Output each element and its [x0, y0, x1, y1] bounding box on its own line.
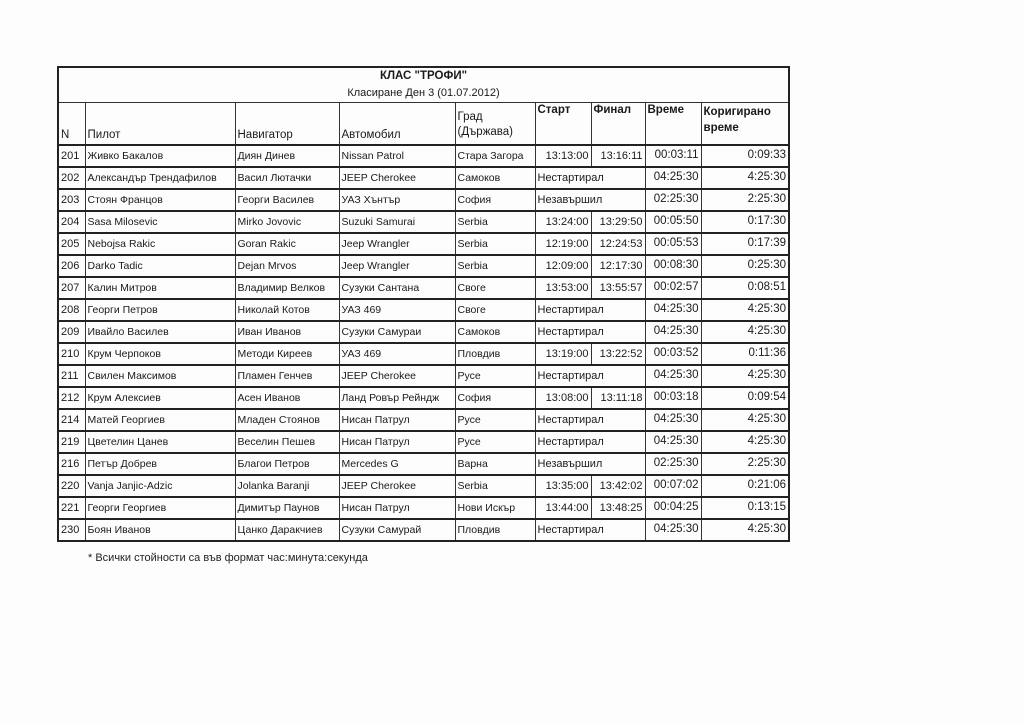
cell-pilot: Vanja Janjic-Adzic — [85, 475, 235, 497]
cell-city: Своге — [455, 277, 535, 299]
cell-finish: 13:48:25 — [591, 497, 645, 519]
header-car: Автомобил — [339, 103, 455, 146]
cell-finish: 13:42:02 — [591, 475, 645, 497]
cell-number: 209 — [58, 321, 85, 343]
cell-city: Самоков — [455, 167, 535, 189]
cell-pilot: Георги Петров — [85, 299, 235, 321]
cell-status: Незавършил — [535, 189, 645, 211]
cell-navigator: Асен Иванов — [235, 387, 339, 409]
results-body — [58, 145, 789, 541]
cell-navigator: Николай Котов — [235, 299, 339, 321]
cell-time: 00:05:53 — [645, 233, 701, 255]
cell-time: 00:03:11 — [645, 145, 701, 167]
cell-car: Jeep Wrangler — [339, 255, 455, 277]
cell-finish: 13:29:50 — [591, 211, 645, 233]
header-time: Време — [645, 103, 701, 146]
format-footnote: * Всички стойности са във формат час:минута:секунда — [88, 552, 368, 564]
cell-number: 230 — [58, 519, 85, 541]
cell-time: 04:25:30 — [645, 321, 701, 343]
cell-start: 13:08:00 — [535, 387, 591, 409]
cell-navigator: Jolanka Baranji — [235, 475, 339, 497]
header-pilot: Пилот — [85, 103, 235, 146]
header-start: Старт — [535, 103, 591, 146]
cell-finish: 13:11:18 — [591, 387, 645, 409]
cell-corrected: 2:25:30 — [701, 453, 789, 475]
cell-finish: 12:17:30 — [591, 255, 645, 277]
cell-start: 13:24:00 — [535, 211, 591, 233]
cell-status: Нестартирал — [535, 299, 645, 321]
cell-pilot: Боян Иванов — [85, 519, 235, 541]
cell-corrected: 2:25:30 — [701, 189, 789, 211]
cell-car: Нисан Патрул — [339, 431, 455, 453]
cell-car: УАЗ Хънтър — [339, 189, 455, 211]
cell-number: 216 — [58, 453, 85, 475]
table-row — [58, 189, 789, 211]
cell-corrected: 4:25:30 — [701, 519, 789, 541]
table-row — [58, 321, 789, 343]
table-row — [58, 387, 789, 409]
table-row — [58, 453, 789, 475]
cell-number: 211 — [58, 365, 85, 387]
table-row — [58, 343, 789, 365]
cell-car: Нисан Патрул — [339, 497, 455, 519]
cell-navigator: Goran Rakic — [235, 233, 339, 255]
cell-city: Нови Искър — [455, 497, 535, 519]
cell-time: 00:03:52 — [645, 343, 701, 365]
cell-status: Незавършил — [535, 453, 645, 475]
cell-corrected: 0:09:33 — [701, 145, 789, 167]
cell-pilot: Darko Tadic — [85, 255, 235, 277]
cell-car: Нисан Патрул — [339, 409, 455, 431]
cell-car: Сузуки Сантана — [339, 277, 455, 299]
cell-status: Нестартирал — [535, 321, 645, 343]
cell-number: 212 — [58, 387, 85, 409]
class-title: КЛАС "ТРОФИ" — [58, 67, 789, 85]
cell-navigator: Иван Иванов — [235, 321, 339, 343]
cell-pilot: Живко Бакалов — [85, 145, 235, 167]
cell-time: 04:25:30 — [645, 365, 701, 387]
cell-corrected: 0:13:15 — [701, 497, 789, 519]
cell-city: Русе — [455, 365, 535, 387]
cell-finish: 12:24:53 — [591, 233, 645, 255]
cell-number: 219 — [58, 431, 85, 453]
subtitle-row — [58, 85, 789, 103]
cell-status: Нестартирал — [535, 519, 645, 541]
cell-status: Нестартирал — [535, 409, 645, 431]
cell-time: 04:25:30 — [645, 519, 701, 541]
header-n: N — [58, 103, 85, 146]
table-row — [58, 519, 789, 541]
cell-time: 04:25:30 — [645, 409, 701, 431]
table-row — [58, 277, 789, 299]
cell-number: 221 — [58, 497, 85, 519]
header-row — [58, 103, 789, 146]
header-finish: Финал — [591, 103, 645, 146]
cell-corrected: 4:25:30 — [701, 299, 789, 321]
cell-pilot: Крум Черпоков — [85, 343, 235, 365]
cell-time: 04:25:30 — [645, 167, 701, 189]
cell-pilot: Nebojsa Rakic — [85, 233, 235, 255]
cell-corrected: 0:25:30 — [701, 255, 789, 277]
cell-start: 12:19:00 — [535, 233, 591, 255]
header-corrected: Коригирано време — [701, 103, 789, 146]
cell-city: Русе — [455, 431, 535, 453]
cell-navigator: Методи Киреев — [235, 343, 339, 365]
cell-car: JEEP Cherokee — [339, 365, 455, 387]
table-row — [58, 145, 789, 167]
cell-navigator: Цанко Даракчиев — [235, 519, 339, 541]
cell-navigator: Dejan Mrvos — [235, 255, 339, 277]
cell-finish: 13:55:57 — [591, 277, 645, 299]
header-navigator: Навигатор — [235, 103, 339, 146]
cell-number: 220 — [58, 475, 85, 497]
cell-car: Nissan Patrol — [339, 145, 455, 167]
table-row — [58, 475, 789, 497]
cell-city: Serbia — [455, 255, 535, 277]
cell-navigator: Пламен Генчев — [235, 365, 339, 387]
cell-pilot: Калин Митров — [85, 277, 235, 299]
cell-city: София — [455, 387, 535, 409]
cell-time: 04:25:30 — [645, 299, 701, 321]
cell-number: 203 — [58, 189, 85, 211]
cell-number: 204 — [58, 211, 85, 233]
cell-corrected: 0:09:54 — [701, 387, 789, 409]
cell-car: JEEP Cherokee — [339, 167, 455, 189]
cell-pilot: Матей Георгиев — [85, 409, 235, 431]
cell-start: 13:35:00 — [535, 475, 591, 497]
cell-navigator: Диян Динев — [235, 145, 339, 167]
ranking-subtitle: Класиране Ден 3 (01.07.2012) — [58, 85, 789, 103]
table-row — [58, 211, 789, 233]
cell-start: 13:19:00 — [535, 343, 591, 365]
cell-city: Serbia — [455, 233, 535, 255]
cell-corrected: 0:17:39 — [701, 233, 789, 255]
cell-number: 205 — [58, 233, 85, 255]
cell-corrected: 4:25:30 — [701, 431, 789, 453]
cell-time: 00:08:30 — [645, 255, 701, 277]
cell-number: 202 — [58, 167, 85, 189]
cell-corrected: 4:25:30 — [701, 409, 789, 431]
cell-status: Нестартирал — [535, 431, 645, 453]
cell-number: 214 — [58, 409, 85, 431]
cell-car: УАЗ 469 — [339, 343, 455, 365]
cell-navigator: Владимир Велков — [235, 277, 339, 299]
cell-corrected: 0:21:06 — [701, 475, 789, 497]
cell-number: 201 — [58, 145, 85, 167]
cell-car: УАЗ 469 — [339, 299, 455, 321]
cell-car: Сузуки Самураи — [339, 321, 455, 343]
cell-corrected: 4:25:30 — [701, 365, 789, 387]
cell-pilot: Крум Алексиев — [85, 387, 235, 409]
cell-pilot: Петър Добрев — [85, 453, 235, 475]
cell-status: Нестартирал — [535, 167, 645, 189]
cell-car: Сузуки Самурай — [339, 519, 455, 541]
cell-car: JEEP Cherokee — [339, 475, 455, 497]
table-row — [58, 365, 789, 387]
cell-number: 207 — [58, 277, 85, 299]
cell-time: 00:04:25 — [645, 497, 701, 519]
cell-city: Варна — [455, 453, 535, 475]
table-row — [58, 431, 789, 453]
cell-city: Стара Загора — [455, 145, 535, 167]
cell-navigator: Васил Лютачки — [235, 167, 339, 189]
cell-time: 04:25:30 — [645, 431, 701, 453]
cell-finish: 13:16:11 — [591, 145, 645, 167]
cell-car: Suzuki Samurai — [339, 211, 455, 233]
cell-city: Serbia — [455, 211, 535, 233]
cell-city: Пловдив — [455, 343, 535, 365]
cell-time: 00:02:57 — [645, 277, 701, 299]
cell-city: София — [455, 189, 535, 211]
cell-pilot: Александър Трендафилов — [85, 167, 235, 189]
header-city: Град (Държава) — [455, 103, 535, 146]
cell-pilot: Цветелин Цанев — [85, 431, 235, 453]
results-table — [57, 66, 790, 542]
cell-city: Самоков — [455, 321, 535, 343]
cell-pilot: Ивайло Василев — [85, 321, 235, 343]
cell-corrected: 4:25:30 — [701, 321, 789, 343]
cell-city: Своге — [455, 299, 535, 321]
table-row — [58, 233, 789, 255]
cell-finish: 13:22:52 — [591, 343, 645, 365]
cell-pilot: Стоян Францов — [85, 189, 235, 211]
cell-corrected: 4:25:30 — [701, 167, 789, 189]
cell-time: 02:25:30 — [645, 189, 701, 211]
cell-car: Ланд Ровър Рейндж — [339, 387, 455, 409]
cell-car: Jeep Wrangler — [339, 233, 455, 255]
title-row — [58, 67, 789, 85]
cell-pilot: Sasa Milosevic — [85, 211, 235, 233]
cell-city: Пловдив — [455, 519, 535, 541]
table-row — [58, 497, 789, 519]
cell-city: Serbia — [455, 475, 535, 497]
cell-car: Mercedes G — [339, 453, 455, 475]
cell-corrected: 0:17:30 — [701, 211, 789, 233]
table-row — [58, 299, 789, 321]
cell-start: 12:09:00 — [535, 255, 591, 277]
cell-status: Нестартирал — [535, 365, 645, 387]
cell-number: 208 — [58, 299, 85, 321]
cell-corrected: 0:11:36 — [701, 343, 789, 365]
cell-navigator: Mirko Jovovic — [235, 211, 339, 233]
table-row — [58, 167, 789, 189]
cell-time: 00:05:50 — [645, 211, 701, 233]
cell-start: 13:53:00 — [535, 277, 591, 299]
cell-navigator: Младен Стоянов — [235, 409, 339, 431]
cell-number: 210 — [58, 343, 85, 365]
table-row — [58, 409, 789, 431]
cell-start: 13:44:00 — [535, 497, 591, 519]
cell-navigator: Георги Василев — [235, 189, 339, 211]
cell-navigator: Димитър Паунов — [235, 497, 339, 519]
cell-pilot: Свилен Максимов — [85, 365, 235, 387]
cell-start: 13:13:00 — [535, 145, 591, 167]
table-row — [58, 255, 789, 277]
cell-number: 206 — [58, 255, 85, 277]
cell-navigator: Благои Петров — [235, 453, 339, 475]
cell-time: 00:07:02 — [645, 475, 701, 497]
cell-navigator: Веселин Пешев — [235, 431, 339, 453]
cell-pilot: Георги Георгиев — [85, 497, 235, 519]
cell-time: 02:25:30 — [645, 453, 701, 475]
cell-time: 00:03:18 — [645, 387, 701, 409]
cell-city: Русе — [455, 409, 535, 431]
cell-corrected: 0:08:51 — [701, 277, 789, 299]
